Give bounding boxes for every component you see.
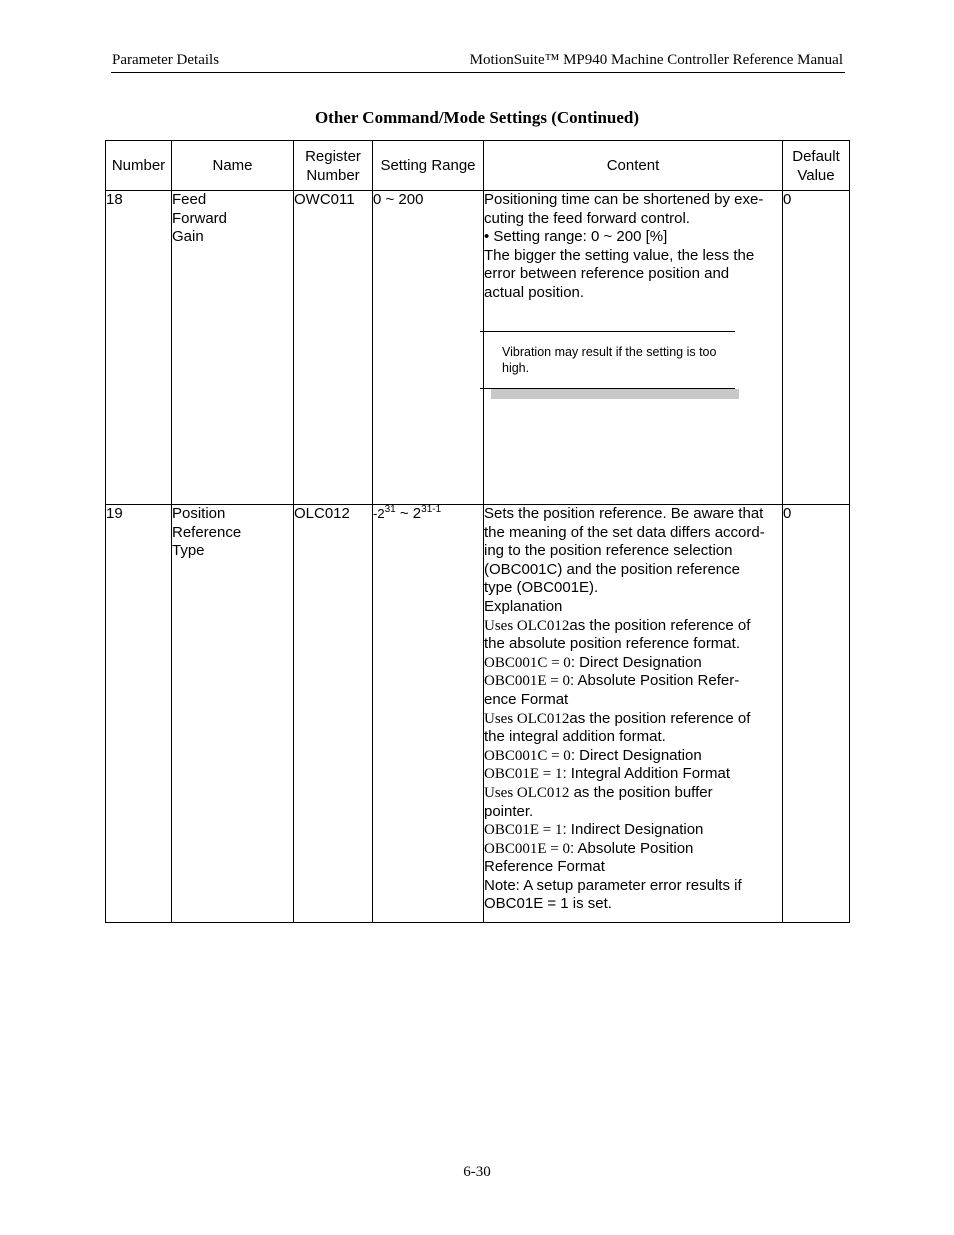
content-line: error between reference position and <box>484 265 730 283</box>
parameter-table <box>105 140 850 923</box>
name-line: Forward <box>172 209 228 227</box>
row-number: 19 <box>106 505 123 522</box>
range-base-min: -2 <box>373 506 385 521</box>
register-ref: Uses OLC012 <box>484 784 570 801</box>
content-line: cuting the feed forward control. <box>484 209 690 227</box>
content-line <box>484 840 782 859</box>
cell-register <box>294 191 373 505</box>
default-value: 0 <box>783 505 792 522</box>
cell-name <box>172 505 294 923</box>
content-line: ing to the position reference selection <box>484 542 733 560</box>
content-line: ence Format <box>484 690 569 708</box>
cell-default <box>783 505 850 923</box>
default-value: 0 <box>783 191 792 208</box>
header-section-title: Parameter Details <box>112 52 220 68</box>
column-header-name: Name <box>172 141 294 191</box>
cell-number <box>106 191 172 505</box>
setting-range <box>373 505 441 522</box>
column-header-content: Content <box>484 141 783 191</box>
setting-range: 0 ~ 200 <box>373 191 424 208</box>
page-number: 6-30 <box>463 1164 491 1180</box>
condition-ref: OBC01E = 1 <box>484 822 563 839</box>
content-line: type (OBC001E). <box>484 579 599 597</box>
note-line: OBC01E = 1 is set. <box>484 895 612 913</box>
cell-range <box>373 191 484 505</box>
condition-ref: OBC001E = 0 <box>484 673 570 690</box>
column-header-range: Setting Range <box>373 141 484 191</box>
name-line: Gain <box>172 228 204 246</box>
name-line: Reference <box>172 523 242 541</box>
name-line: Position <box>172 505 226 522</box>
condition-ref: OBC001C = 0 <box>484 654 571 671</box>
caution-text: Vibration may result if the setting is too high. <box>502 344 717 375</box>
content-line: the integral addition format. <box>484 728 666 746</box>
condition-ref: OBC01E = 1 <box>484 766 563 783</box>
cell-range <box>373 505 484 923</box>
content-line: pointer. <box>484 802 534 820</box>
range-exp-max: 31-1 <box>421 504 442 515</box>
condition-ref: OBC001E = 0 <box>484 840 570 857</box>
content-text: as the position reference of <box>569 709 751 727</box>
row-number: 18 <box>106 191 123 208</box>
content-line: Explanation <box>484 597 563 615</box>
caution-box <box>484 331 739 399</box>
content-line <box>484 747 782 766</box>
caution-shade-bar <box>491 389 739 399</box>
content-text: : Absolute Position <box>569 839 694 857</box>
column-header-number: Number <box>106 141 172 191</box>
condition-ref: OBC001C = 0 <box>484 747 571 764</box>
column-header-default: Default Value <box>783 141 850 191</box>
content-line <box>484 654 782 673</box>
content-text: : Direct Designation <box>570 746 702 764</box>
name-line: Feed <box>172 191 207 208</box>
header-rule <box>111 72 845 73</box>
content-text: as the position reference of <box>569 616 751 634</box>
content-line: Sets the position reference. Be aware that <box>484 505 764 522</box>
table-title: Other Command/Mode Settings (Continued) <box>314 108 640 127</box>
register-ref: Uses OLC012 <box>484 617 570 634</box>
cell-number <box>106 505 172 923</box>
name-line: Type <box>172 542 205 560</box>
note-line: Note: A setup parameter error results if <box>484 876 742 894</box>
content-line <box>484 710 782 729</box>
cell-name <box>172 191 294 505</box>
table-row <box>106 191 850 505</box>
content-line: the absolute position reference format. <box>484 635 740 653</box>
content-line: the meaning of the set data differs accord- <box>484 523 765 541</box>
range-separator: ~ <box>395 505 413 522</box>
cell-default <box>783 191 850 505</box>
content-line: Reference Format <box>484 858 605 876</box>
table-row <box>106 505 850 923</box>
range-exp-min: 31 <box>384 504 396 515</box>
range-base-max: 2 <box>412 505 422 522</box>
content-line <box>484 765 782 784</box>
register-ref: Uses OLC012 <box>484 710 570 727</box>
column-header-register: Register Number <box>294 141 373 191</box>
cell-content <box>484 505 783 923</box>
header-manual-title: MotionSuite™ MP940 Machine Controller Reference Manual <box>469 52 843 68</box>
cell-register <box>294 505 373 923</box>
content-line <box>484 784 782 803</box>
register-number: OWC011 <box>294 191 355 208</box>
content-text: : Indirect Designation <box>562 821 704 839</box>
content-text: : Direct Designation <box>570 653 702 671</box>
content-line <box>484 672 782 691</box>
content-line: actual position. <box>484 283 585 301</box>
content-text: as the position buffer <box>569 783 713 801</box>
content-line: • Setting range: 0 ~ 200 [%] <box>484 228 668 246</box>
content-line: Positioning time can be shortened by exe- <box>484 191 764 208</box>
table-header-row <box>106 141 850 191</box>
content-line <box>484 617 782 636</box>
content-text: : Absolute Position Refer- <box>569 672 740 690</box>
register-number: OLC012 <box>294 505 350 522</box>
content-text: : Integral Addition Format <box>562 765 731 783</box>
cell-content <box>484 191 783 505</box>
content-line <box>484 821 782 840</box>
content-line: The bigger the setting value, the less the <box>484 246 755 264</box>
content-line: (OBC001C) and the position reference <box>484 560 740 578</box>
